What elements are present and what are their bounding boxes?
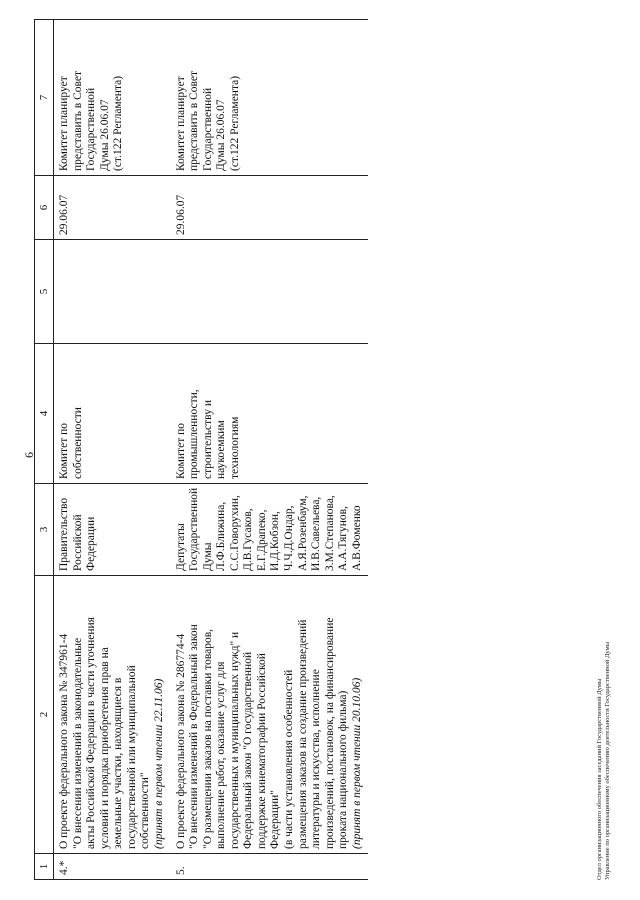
author-line: З.М.Степанова, <box>323 495 336 571</box>
bill-author <box>54 484 171 576</box>
author-line: С.С.Говорухин, <box>228 495 241 571</box>
note-line: Комитет планирует <box>58 76 70 171</box>
note-line: представить в Совет <box>188 70 201 171</box>
page-number: 6 <box>22 452 36 458</box>
bill-text-line: государственной или муниципальной <box>125 665 138 849</box>
committee-line: наукоемким <box>215 420 228 479</box>
bill-text-line: О проекте федерального закона № 286774-4 <box>174 633 187 849</box>
committee-line: технологиям <box>228 416 241 479</box>
footer-line-2: Управление по организационному обеспечению деятельности Государственной Думы <box>604 641 612 880</box>
header-row <box>35 20 54 880</box>
note-line: Государственной <box>85 87 98 171</box>
note-line: Комитет планирует <box>174 76 187 171</box>
author-line: Федерации <box>85 516 98 571</box>
committee-line: Комитет по <box>174 423 187 479</box>
bill-text-line: (в части установления особенностей <box>283 669 295 849</box>
note-cell <box>171 20 369 176</box>
bill-text-line: Федерации" <box>269 789 282 849</box>
column-header-6: 6 <box>35 176 54 240</box>
author-line: А.А.Тягунов, <box>337 506 350 571</box>
bill-text-line: О проекте федерального закона № 347961-4 <box>58 633 70 849</box>
author-line: Л.Ф.Ближина, <box>215 501 228 571</box>
column-header-5: 5 <box>35 240 54 344</box>
column-header-2: 2 <box>35 576 54 854</box>
row-number: 4.* <box>54 854 171 880</box>
bill-description <box>54 576 171 854</box>
column-5-value <box>171 240 369 344</box>
bill-text-line: литературы и искусства, исполнение <box>310 669 323 849</box>
column-header-1: 1 <box>35 854 54 880</box>
author-line: Правительство <box>58 497 70 571</box>
author-line: Ч.Ч.Д.Ондар, <box>283 505 295 571</box>
author-line: И.Д.Кобзон, <box>269 511 282 571</box>
bill-text-line: собственности" <box>139 772 152 849</box>
first-reading-note: (принят в первом чтении 20.10.06) <box>350 677 363 849</box>
date-cell: 29.06.07 <box>54 176 171 240</box>
bill-text-line: акты Российской Федерации в части уточнения <box>85 617 98 849</box>
bill-text-line: размещения заказов на создание произведений <box>296 619 309 849</box>
author-line: А.В.Фоменко <box>350 505 363 571</box>
column-header-4: 4 <box>35 344 54 484</box>
author-line: Депутаты <box>174 523 187 571</box>
bill-text-line: Федеральный закон "О государственной <box>242 651 255 849</box>
author-line: И.В.Савельева, <box>310 496 323 571</box>
author-line: Российской <box>71 514 84 571</box>
footer <box>596 642 612 880</box>
responsible-committee <box>54 344 171 484</box>
committee-line: промышленности, <box>188 389 201 479</box>
table-row <box>54 20 171 880</box>
note-line: Думы 26.06.07 <box>98 99 111 171</box>
bill-author <box>171 484 369 576</box>
author-line: Е.Г.Драпеко, <box>255 509 268 571</box>
note-cell <box>54 20 171 176</box>
bill-text-line: условий и порядка приобретения прав на <box>98 647 111 849</box>
bill-text-line: проката национального фильма) <box>337 690 350 849</box>
column-header-3: 3 <box>35 484 54 576</box>
table-row <box>171 20 369 880</box>
column-5-value <box>54 240 171 344</box>
note-line: (ст.122 Регламента) <box>228 75 241 171</box>
note-line: Думы 26.06.07 <box>215 99 228 171</box>
author-line: Д.В.Гусаков, <box>242 508 255 571</box>
bill-text-line: земельные участки, находящиеся в <box>112 677 125 849</box>
footer-line-1: Отдел организационного обеспечения заседаний Государственной Думы <box>596 678 603 880</box>
first-reading-note: (принят в первом чтении 22.11.06) <box>152 678 165 849</box>
note-line: Государственной <box>201 87 214 171</box>
bill-text-line: государственных и муниципальных нужд" и <box>228 631 241 849</box>
author-line: Государственной <box>188 487 201 571</box>
author-line: А.Я.Розенбаум, <box>296 495 309 571</box>
responsible-committee <box>171 344 369 484</box>
committee-line: строительству и <box>201 400 214 479</box>
bill-text-line: "О размещении заказов на поставки товаров, <box>201 628 214 849</box>
bill-text-line: произведений, постановок, на финансирование <box>323 617 336 849</box>
row-number: 5. <box>171 854 369 880</box>
note-line: (ст.122 Регламента) <box>112 75 125 171</box>
note-line: представить в Совет <box>71 70 84 171</box>
bill-text-line: выполнение работ, оказание услуг для <box>215 661 228 849</box>
date-cell: 29.06.07 <box>171 176 369 240</box>
column-header-7: 7 <box>35 20 54 176</box>
committee-line: Комитет по <box>58 423 70 479</box>
agenda-table <box>34 19 368 880</box>
bill-text-line: "О внесении изменений в Федеральный закон <box>188 624 201 849</box>
bill-description <box>171 576 369 854</box>
committee-line: собственности <box>71 407 84 479</box>
author-line: Думы <box>201 542 214 571</box>
bill-text-line: "О внесении изменений в законодательные <box>71 637 84 849</box>
bill-text-line: поддержке кинематографии Российской <box>255 653 268 849</box>
